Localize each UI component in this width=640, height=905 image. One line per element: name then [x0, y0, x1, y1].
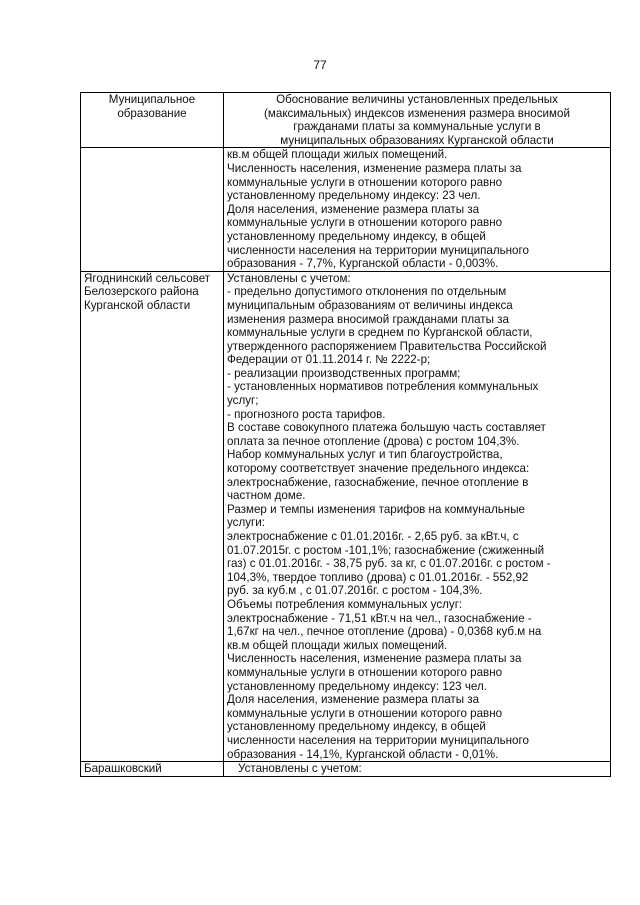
justification-line: Объемы потребления коммунальных услуг:	[227, 597, 463, 611]
justification-line: утвержденного распоряжением Правительства Российской	[227, 339, 547, 353]
justification-line: коммунальные услуги в отношении которого равно	[227, 175, 503, 189]
municipality-line: Барашковский	[84, 762, 162, 776]
justification-line: Установлены с учетом:	[227, 271, 351, 285]
justification-line: образования - 7,7%, Курганской области - 0,003%.	[227, 257, 499, 271]
justification-line: Доля населения, изменение размера платы за	[227, 693, 480, 707]
table-header-row	[81, 93, 611, 148]
justification-line: руб. за куб.м , с 01.07.2016г. с ростом - 104,3%.	[227, 584, 483, 598]
justification-line: - установленных нормативов потребления коммунальных	[227, 380, 539, 394]
justification-line: численности населения на территории муниципального	[227, 733, 529, 747]
justification-line: установленному предельному индексу, в общей	[227, 720, 486, 734]
justification-line: Федерации от 01.11.2014 г. № 2222-р;	[227, 353, 431, 367]
justification-line: электроснабжение с 01.01.2016г. - 2,65 руб. за кВт.ч, с	[227, 530, 519, 543]
municipality-line: Курганской области	[84, 298, 191, 312]
justification-cell	[224, 271, 611, 761]
table-row	[81, 762, 611, 777]
justification-cell	[224, 762, 611, 777]
table-row	[81, 148, 611, 271]
justification-line: - реализации производственных программ;	[227, 366, 461, 380]
justification-line: кв.м общей площади жилых помещений.	[227, 638, 448, 652]
page-number: 77	[313, 58, 327, 72]
justification-line: оплата за печное отопление (дрова) с ростом 104,3%.	[227, 434, 520, 448]
justification-line: коммунальные услуги в отношении которого равно	[227, 216, 503, 230]
justification-line: коммунальные услуги в отношении которого равно	[227, 665, 503, 679]
justification-line: В составе совокупного платежа большую часть составляет	[227, 421, 546, 435]
municipality-line: Ягоднинский сельсовет	[84, 271, 211, 285]
justification-line: образования - 14,1%, Курганской области - 0,01%.	[227, 747, 499, 761]
justification-table	[80, 92, 611, 777]
justification-line: кв.м общей площади жилых помещений.	[227, 148, 448, 162]
justification-line: 01.07.2015г. с ростом -101,1%; газоснабжение (сжиженный	[227, 543, 545, 557]
justification-line: установленному предельному индексу, в общей	[227, 229, 486, 243]
justification-line: электроснабжение, газоснабжение, печное отопление в	[227, 475, 529, 489]
justification-line: Численность населения, изменение размера платы за	[227, 652, 522, 666]
municipality-cell	[81, 148, 224, 271]
justification-cell	[224, 148, 611, 271]
justification-line: 104,3%, твердое топливо (дрова) с 01.01.2016г. - 552,92	[227, 570, 529, 584]
justification-line: услуг;	[227, 394, 259, 408]
table-row	[81, 271, 611, 761]
justification-line: 1,67кг на чел., печное отопление (дрова) - 0,0368 куб.м на	[227, 625, 542, 639]
justification-line: электроснабжение - 71,51 кВт.ч на чел., газоснабжение -	[227, 611, 532, 625]
justification-line: установленному предельному индексу: 123 чел.	[227, 679, 487, 693]
justification-line: - прогнозного роста тарифов.	[227, 407, 386, 421]
municipality-line: Белозерского района	[84, 285, 199, 299]
justification-line: Численность населения, изменение размера платы за	[227, 161, 522, 175]
justification-line: установленному предельному индексу: 23 чел.	[227, 189, 481, 203]
justification-line: которому соответствует значение предельного индекса:	[227, 462, 530, 476]
header-justification: Обоснование величины установленных предельных (максимальных) индексов изменения размера вносимой гражданами платы за коммунальные услуги в муниципальных образованиях Курганской области	[224, 93, 611, 148]
justification-line: - предельно допустимого отклонения по отдельным	[227, 285, 507, 299]
justification-line: Установлены с учетом:	[238, 762, 362, 776]
municipality-cell	[81, 271, 224, 761]
justification-line: Доля населения, изменение размера платы за	[227, 202, 480, 216]
justification-line: услуги:	[227, 516, 265, 530]
justification-line: муниципальным образованиям от величины индекса	[227, 298, 513, 312]
header-municipality: Муниципальное образование	[81, 93, 224, 148]
justification-line: коммунальные услуги в отношении которого равно	[227, 706, 503, 720]
justification-line: газ) с 01.01.2016г. - 38,75 руб. за кг, с 01.07.2016г. с ростом -	[227, 557, 551, 571]
justification-line: Набор коммунальных услуг и тип благоустройства,	[227, 448, 503, 462]
justification-line: коммунальные услуги в среднем по Курганской области,	[227, 326, 533, 340]
justification-line: изменения размера вносимой гражданами платы за	[227, 312, 509, 326]
justification-line: численности населения на территории муниципального	[227, 243, 529, 257]
justification-line: Размер и темпы изменения тарифов на коммунальные	[227, 502, 525, 516]
municipality-cell	[81, 762, 224, 777]
justification-line: частном доме.	[227, 489, 306, 503]
